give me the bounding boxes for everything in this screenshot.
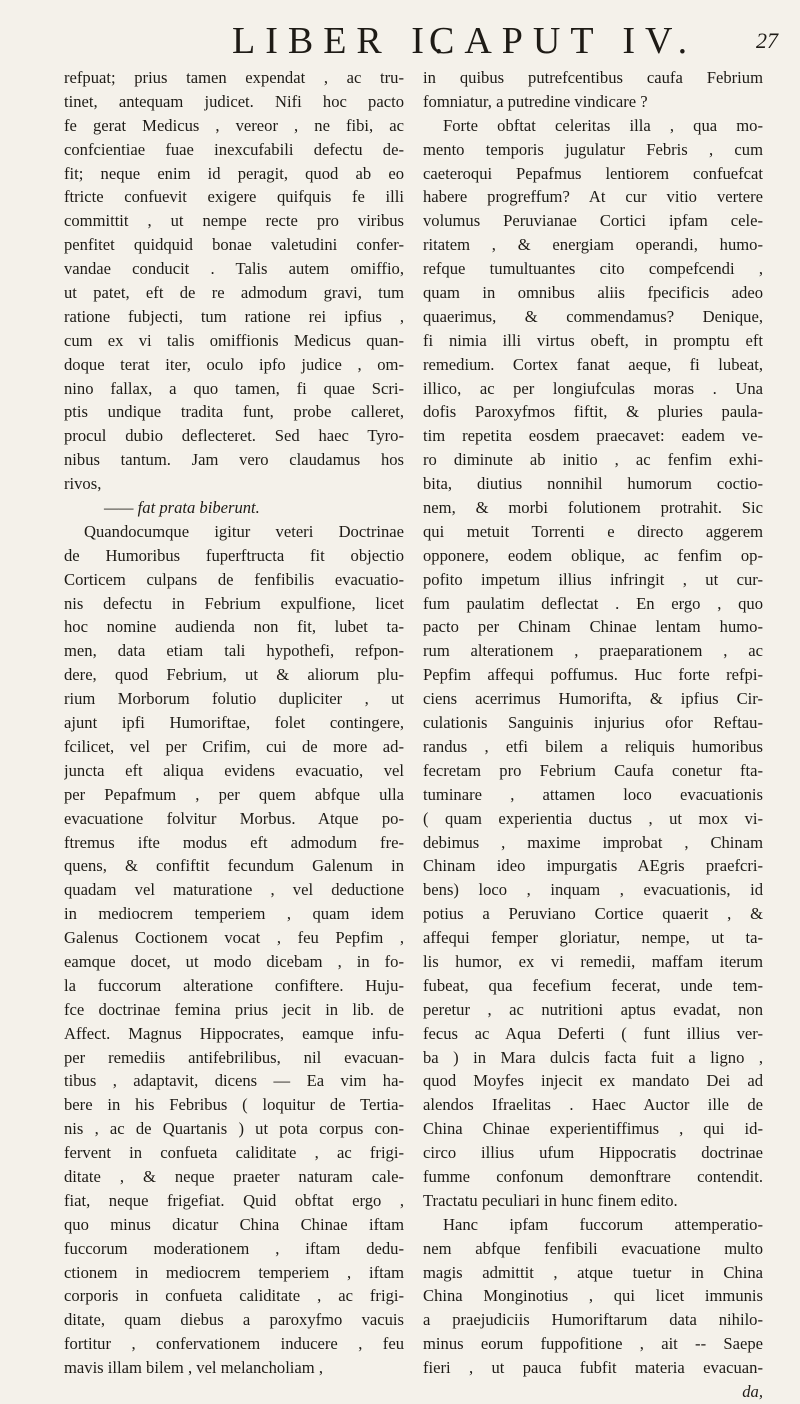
- text-line: fecus ac Aqua Deferti ( funt illius ver-: [423, 1023, 763, 1043]
- left-text-column: [64, 66, 404, 1380]
- text-line: fumme confonum demonftrare contendit.: [423, 1166, 763, 1186]
- text-line: rium Morborum folutio dupliciter , ut: [64, 689, 404, 709]
- text-line: nibus tantum. Jam vero claudamus hos: [64, 450, 404, 470]
- text-line: ptis undique tradita funt, probe calleret,: [64, 402, 404, 422]
- text-line: corporis in confueta caliditate , ac frigi-: [64, 1286, 404, 1306]
- text-line: minus eorum fuppofitione , ait -- Saepe: [423, 1334, 763, 1354]
- text-line: pacto per Chinam Chinae lentam humo-: [423, 617, 763, 637]
- text-line: ( quam experientia ductus , ut mox vi-: [423, 808, 763, 828]
- text-line: culationis Sanguinis injurius ofor Reftau-: [423, 713, 763, 733]
- text-line: ut patet, eft de re admodum gravi, tum: [64, 283, 404, 303]
- text-line: ftremus ifte modus eft admodum fre-: [64, 832, 404, 852]
- text-line: rum alterationem , praeparationem , ac: [423, 641, 763, 661]
- text-line: vandae conducit . Talis autem omiffio,: [64, 259, 404, 279]
- text-line: tuminare , attamen loco evacuationis: [423, 784, 763, 804]
- text-line: in mediocrem temperiem , quam idem: [64, 904, 404, 924]
- text-line: quo minus dicatur China Chinae iftam: [64, 1214, 404, 1234]
- text-line: opponere, eodem oblique, ac fenfim op-: [423, 545, 763, 565]
- text-line: Hanc ipfam fuccorum attemperatio-: [443, 1214, 763, 1234]
- text-line: ditate , & neque praeter naturam cale-: [64, 1166, 404, 1186]
- text-line: fieri , ut pauca fubfit materia evacuan-: [423, 1358, 763, 1378]
- text-line: China Monginotius , qui licet immunis: [423, 1286, 763, 1306]
- text-line: remedium. Cortex fanat aeque, fi lubeat,: [423, 354, 763, 374]
- text-line: lis humor, ex vi remedii, maffam iterum: [423, 951, 763, 971]
- text-line: fomniatur, a putredine vindicare ?: [423, 91, 648, 111]
- text-line: quadam vel maturatione , vel deductione: [64, 880, 404, 900]
- text-line: affequi femper gloriatur, nempe, ut ta-: [423, 928, 763, 948]
- text-line: peretur , ac nutritioni aptus evadat, non: [423, 999, 763, 1019]
- text-line: juncta eft aliqua evidens evacuatio, vel: [64, 760, 404, 780]
- text-line: Quandocumque igitur veteri Doctrinae: [84, 521, 404, 541]
- text-line: bita, diutius nonnihil humorum coctio-: [423, 474, 763, 494]
- text-line: potius a Peruviano Cortice quaerit , &: [423, 904, 763, 924]
- text-line: Pepfim affequi poffumus. Huc forte refpi-: [423, 665, 763, 685]
- text-line: bens) loco , inquam , evacuationis, id: [423, 880, 763, 900]
- text-line: fce doctrinae femina prius jecit in lib. de: [64, 999, 404, 1019]
- text-line: men, data etiam tali hypothefi, refpon-: [64, 641, 404, 661]
- text-line: China Chinae experientiffimus , qui id-: [423, 1119, 763, 1139]
- text-line: nino fallax, a quo tamen, fi quae Scri-: [64, 378, 404, 398]
- text-line: pofito impetum illius infringit , ut cur-: [423, 569, 763, 589]
- text-line: hoc nomine audienda non fit, lubet ta-: [64, 617, 404, 637]
- text-line: quens, & confiftit fecundum Galenum in: [64, 856, 404, 876]
- text-line: cum ex vi talis omiffionis Medicus quan-: [64, 330, 404, 350]
- text-line: alendos Ifraelitas . Haec Auctor ille de: [423, 1095, 763, 1115]
- text-line: ratione fubjecti, tum ratione rei ipfius ,: [64, 306, 404, 326]
- text-line: fiat, neque frigefiat. Quid obftat ergo ,: [64, 1190, 404, 1210]
- text-line: per Pepafmum , per quem abfque ulla: [64, 784, 404, 804]
- text-line: Galenus Coctionem vocat , feu Pepfim ,: [64, 928, 404, 948]
- text-line: ritatem , & energiam operandi, humo-: [423, 235, 763, 255]
- text-line: ditate, quam diebus a paroxyfmo vacuis: [64, 1310, 404, 1330]
- text-line: confcientiae fuae inexcufabili defectu de-: [64, 139, 404, 159]
- text-line: ciens acerrimus Humorifta, & ipfius Cir-: [423, 689, 763, 709]
- text-line: fum paulatim deflectat . En ergo , quo: [423, 593, 763, 613]
- text-line: fubeat, qua fecefium fecerat, unde tem-: [423, 975, 763, 995]
- text-line: illico, ac per longiufculas moras . Una: [423, 378, 763, 398]
- text-line: ro diminute ab initio , ac fenfim exhi-: [423, 450, 763, 470]
- text-line: circo illius ufum Hippocratis doctrinae: [423, 1143, 763, 1163]
- text-line: Affect. Magnus Hippocrates, eamque infu-: [64, 1023, 404, 1043]
- text-line: in quibus putrefcentibus caufa Febrium: [423, 68, 763, 87]
- text-line: refque tumultuantes cito compefcendi ,: [423, 259, 763, 279]
- text-line: la fuccorum alteratione confiftere. Huju-: [64, 975, 404, 995]
- text-line: randus , etfi bilem a reliquis humoribus: [423, 736, 763, 756]
- text-line: a praejudiciis Humoriftarum data nihilo-: [423, 1310, 763, 1330]
- running-head-caput: CAPUT IV.: [429, 20, 698, 62]
- text-line: nis , ac de Quartanis ) ut pota corpus con-: [64, 1119, 404, 1139]
- text-line: fervent in confueta caliditate , ac frigi-: [64, 1143, 404, 1163]
- text-line: Forte obftat celeritas illa , qua mo-: [443, 115, 763, 135]
- text-line: eamque docet, ut modo dicebam , in fo-: [64, 951, 404, 971]
- text-line: qui metuit Torrenti e directo aggerem: [423, 521, 763, 541]
- text-line: fortitur , confervationem inducere , feu: [64, 1334, 404, 1354]
- text-line: caeteroqui Pepafmus lentiorem confuefcat: [423, 163, 763, 183]
- text-line: tim repetita eosdem praecavet: eadem ve-: [423, 426, 763, 446]
- text-line: committit , ut nempe recte pro viribus: [64, 211, 404, 231]
- right-text-column: [423, 66, 763, 1404]
- text-line: ajunt ipfi Humoriftae, folet contingere,: [64, 713, 404, 733]
- running-head-liber: LIBER I.: [232, 20, 454, 62]
- text-line: magis admittit , atque tuetur in China: [423, 1262, 763, 1282]
- text-line: fecretam pro Febrium Caufa conetur fta-: [423, 760, 763, 780]
- text-line: —— fat prata biberunt.: [104, 498, 260, 518]
- text-line: ba ) in Mara dulcis facta fuit a ligno ,: [423, 1047, 763, 1067]
- text-line: quaerimus, & commendamus? Denique,: [423, 306, 763, 326]
- text-line: refpuat; prius tamen expendat , ac tru-: [64, 68, 404, 87]
- text-line: rivos,: [64, 474, 102, 494]
- text-line: nis defectu in Febrium expulfione, licet: [64, 593, 404, 613]
- running-header: [66, 12, 788, 68]
- text-line: fi nimia illi virtus obeft, in promptu eft: [423, 330, 763, 350]
- text-line: Tractatu peculiari in hunc finem edito.: [423, 1190, 678, 1210]
- text-line: fcilicet, vel per Crifim, cui de more ad-: [64, 736, 404, 756]
- text-line: habere progreffum? At cur vitio vertere: [423, 187, 763, 207]
- text-line: quod Moyfes injecit ex mandato Dei ad: [423, 1071, 763, 1091]
- text-line: fit; neque enim id peragit, quod ab eo: [64, 163, 404, 183]
- text-line: penfitet quidquid bonae valetudini confer-: [64, 235, 404, 255]
- text-line: tibus , adaptavit, dicens — Ea vim ha-: [64, 1071, 404, 1091]
- text-line: mavis illam bilem , vel melancholiam ,: [64, 1358, 323, 1378]
- text-line: Corticem culpans de fenfibilis evacuatio-: [64, 569, 404, 589]
- text-line: da,: [742, 1381, 763, 1401]
- page-number: 27: [756, 28, 778, 53]
- text-line: bere in his Febribus ( loquitur de Tertia-: [64, 1095, 404, 1115]
- text-line: ftricte confuevit exigere quifquis fe illi: [64, 187, 404, 207]
- text-line: ctionem in mediocrem temperiem , iftam: [64, 1262, 404, 1282]
- text-line: fuccorum moderationem , iftam dedu-: [64, 1238, 404, 1258]
- text-line: debimus , maxime improbat , Chinam: [423, 832, 763, 852]
- text-line: dofis Paroxyfmos fiftit, & pluries paula-: [423, 402, 763, 422]
- text-line: quam in omnibus aliis fpecificis adeo: [423, 283, 763, 303]
- text-line: volumus Peruvianae Cortici ipfam cele-: [423, 211, 763, 231]
- text-line: procul dubio deflecteret. Sed haec Tyro-: [64, 426, 404, 446]
- text-line: evacuatione folvitur Morbus. Atque po-: [64, 808, 404, 828]
- text-line: fe gerat Medicus , vereor , ne fibi, ac: [64, 115, 404, 135]
- text-line: nem abfque fenfibili evacuatione multo: [423, 1238, 763, 1258]
- text-line: nem, & morbi folutionem protrahit. Sic: [423, 498, 763, 518]
- text-line: dere, quod Febrium, ut & aliorum plu-: [64, 665, 404, 685]
- text-line: mento temporis jugulatur Febris , cum: [423, 139, 763, 159]
- text-line: de Humoribus fuperftructa fit objectio: [64, 545, 404, 565]
- text-line: Chinam ideo impurgatis AEgris praefcri-: [423, 856, 763, 876]
- text-line: per remediis antifebrilibus, nil evacuan-: [64, 1047, 404, 1067]
- text-line: doque terat iter, oculo ipfo judice , om-: [64, 354, 404, 374]
- text-line: tinet, antequam judicet. Nifi hoc pacto: [64, 91, 404, 111]
